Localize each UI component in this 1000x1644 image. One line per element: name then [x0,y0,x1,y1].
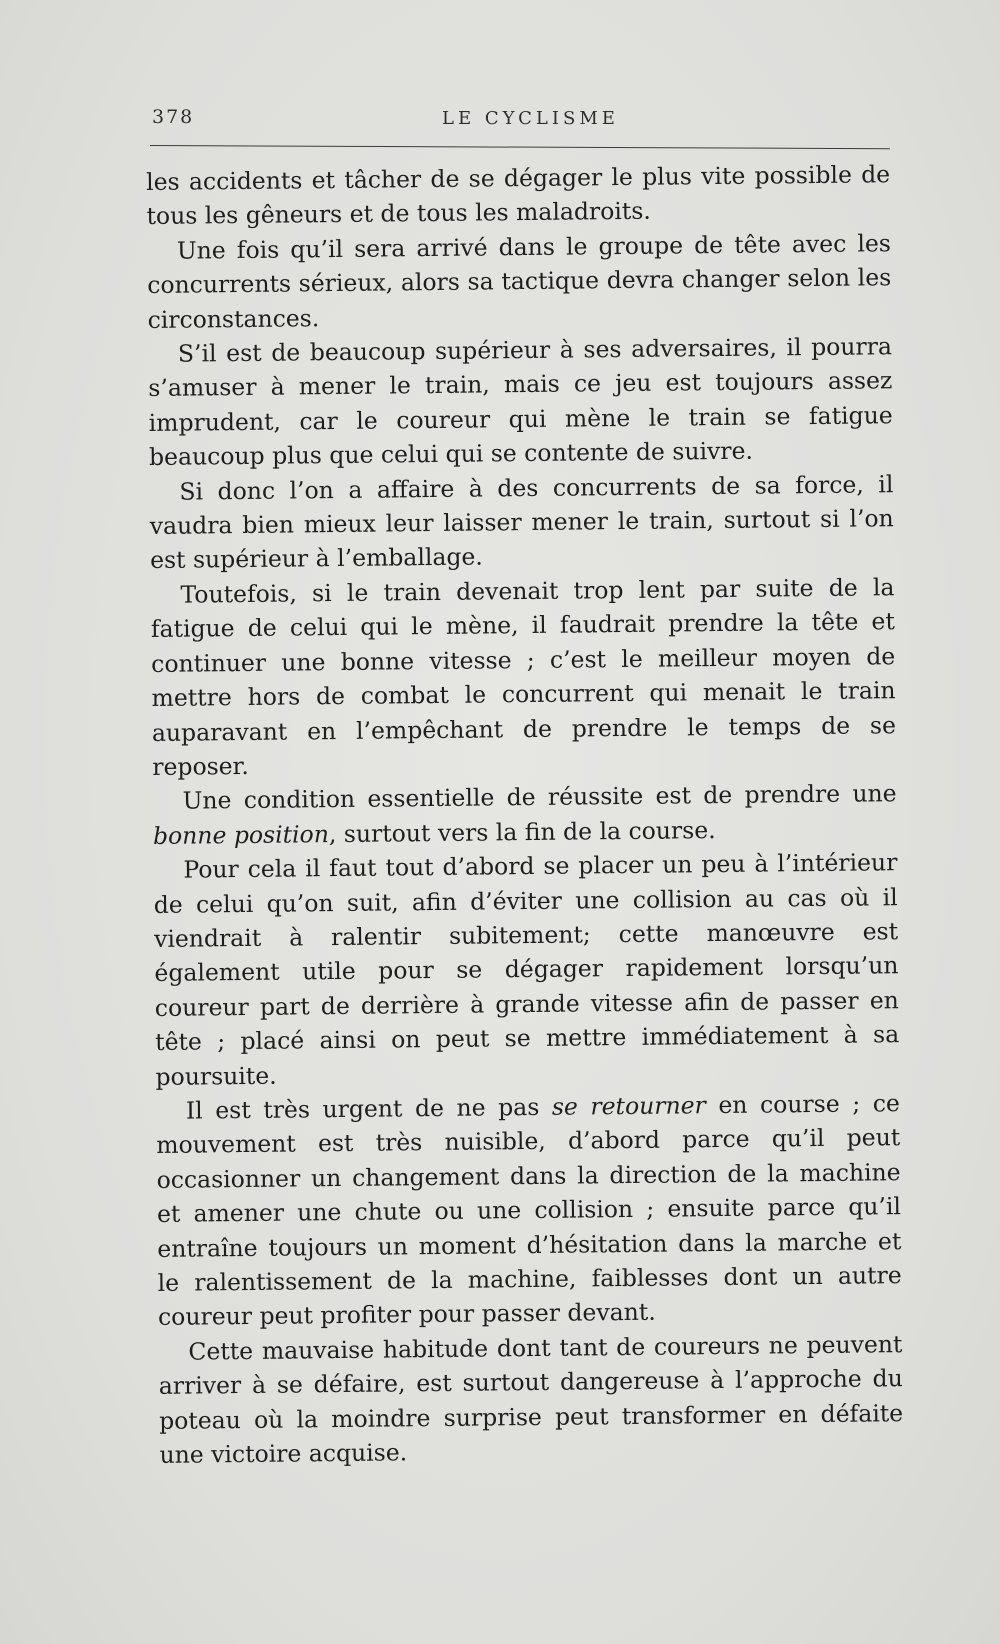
paragraph [146,157,891,234]
running-title: LE CYCLISME [442,108,619,129]
text-run: Pour cela il faut tout d’abord se placer un peu à l’intérieur de celui qu’on suit, afin d’éviter une collision au cas où il viendrait à ralentir subitement; cette manœuvre est également utile pour se dégager rapidement lorsqu’un coureur part de derrière à grande vitesse afin de passer en tête ; placé ainsi on peut se mettre immédiatement à sa poursuite. [153,848,900,1091]
body-text [146,157,904,1472]
paragraph [148,329,893,474]
text-run: Cette mauvaise habitude dont tant de coureurs ne peuvent arriver à se défaire, est surtout dangereuse à l’approche du poteau où la moindre surprise peut transformer en défaite une victoire acquise. [158,1329,904,1469]
paragraph [150,570,896,784]
text-run: en course ; ce mouvement est très nuisible, d’abord parce qu’il peut occasionner un changement dans la direction de la machine et amener une chute ou une collision ; ensuite parce qu’il entraîne toujours un moment d’hésitation dans la marche et le ralentissement de la machine, faiblesses dont un autre coureur peut profiter pour passer devant. [156,1089,902,1332]
text-run: , surtout vers la fin de la course. [328,815,716,848]
paragraph [152,776,897,853]
italic-phrase: se retourner [551,1091,706,1121]
paragraph [158,1327,903,1472]
paragraph [149,467,894,578]
text-run: Il est très urgent de ne pas [185,1092,553,1125]
text-run: Une fois qu’il sera arrivé dans le groupe de tête avec les concurrents sérieux, alors sa tactique devra changer selon les circonstances. [147,229,892,334]
page-header [152,106,892,136]
text-run: Une condition essentielle de réussite est de prendre une [182,779,897,815]
italic-phrase: bonne position [152,819,330,850]
text-run: Toutefois, si le train devenait trop lent par suite de la fatigue de celui qui le mène, il faudrait prendre la tête et continuer une bonne vitesse ; c’est le meilleur moyen de mettre hors de combat le concurrent qui menait le train auparavant en l’empêchant de prendre le temps de se reposer. [150,573,897,781]
page-number: 378 [152,106,195,128]
paragraph [153,845,899,1094]
text-run: S’il est de beaucoup supérieur à ses adversaires, il pourra s’amuser à mener le train, mais ce jeu est toujours assez imprudent, car le coureur qui mène le train se fatigue beaucoup plus que celui qui se contente de suivre. [148,332,893,472]
text-run: Si donc l’on a affaire à des concurrents de sa force, il vaudra bien mieux leur laisser mener le train, surtout si l’on est supérieur à l’emballage. [149,469,894,575]
paragraph [156,1086,902,1335]
text-run: les accidents et tâcher de se dégager le plus vite possible de tous les gêneurs et de tous les maladroits. [146,160,891,231]
header-rule [150,145,890,149]
paragraph [147,226,892,337]
